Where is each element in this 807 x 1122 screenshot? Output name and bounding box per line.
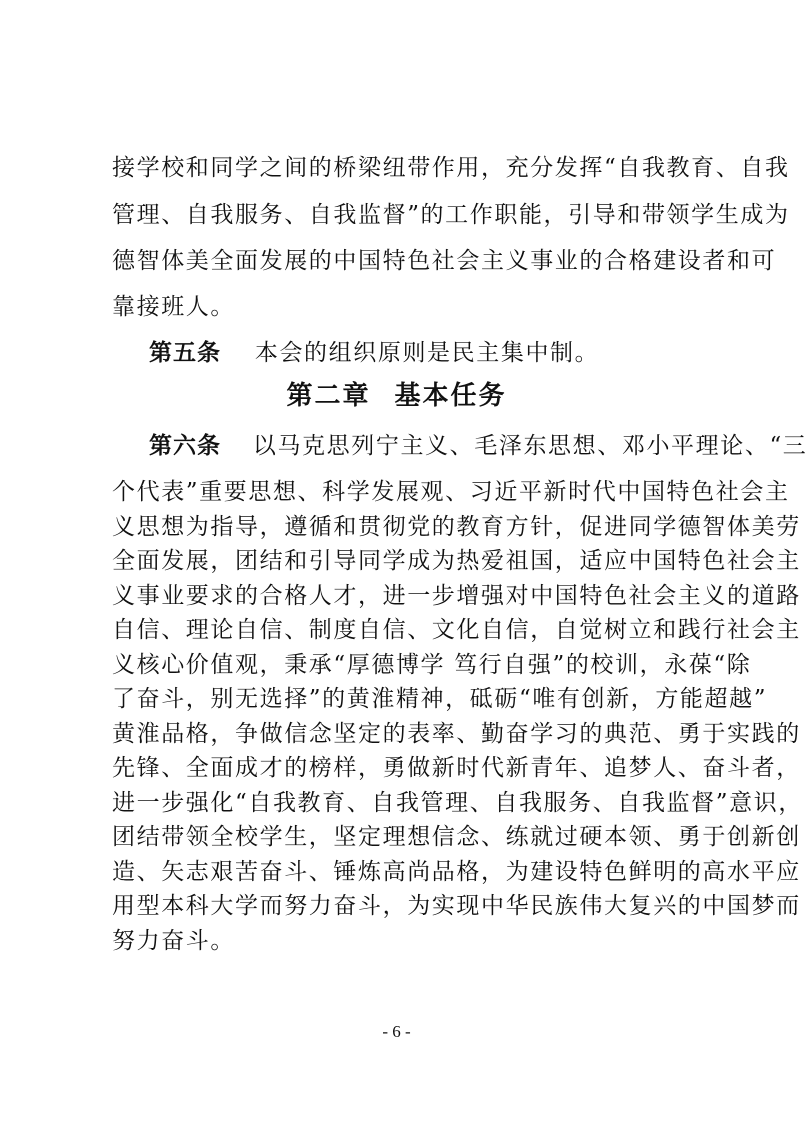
body-text-line: 团结带领全校学生，坚定理想信念、练就过硬本领、勇于创新创	[112, 824, 801, 850]
page-number: - 6 -	[382, 1022, 411, 1041]
chapter-heading	[0, 378, 793, 414]
body-text-line: 全面发展，团结和引导同学成为热爱祖国，适应中国特色社会主	[112, 548, 801, 574]
body-text-line: 接学校和同学之间的桥梁纽带作用，充分发挥“自我教育、自我	[112, 155, 790, 181]
body-text-line: 义思想为指导，遵循和贯彻党的教育方针，促进同学德智体美劳	[112, 513, 801, 540]
article-6-first-line	[149, 430, 807, 462]
body-text-line: 义事业要求的合格人才，进一步增强对中国特色社会主义的道路	[112, 582, 801, 609]
body-text-line: 先锋、全面成才的榜样，勇做新时代新青年、追梦人、奋斗者，	[112, 755, 801, 781]
body-text-line: 管理、自我服务、自我监督”的工作职能，引导和带领学生成为	[112, 202, 790, 228]
chapter-title: 基本任务	[394, 381, 507, 411]
chapter-number: 第二章	[286, 381, 371, 411]
article-5-text: 本会的组织原则是民主集中制。	[254, 340, 600, 366]
article-5-label: 第五条	[149, 340, 221, 366]
body-text-line: 黄淮品格，争做信念坚定的表率、勤奋学习的典范、勇于实践的	[112, 720, 801, 747]
body-text-line: 靠接班人。	[112, 294, 235, 320]
body-text-line: 德智体美全面发展的中国特色社会主义事业的合格建设者和可	[112, 248, 777, 274]
article-6-label: 第六条	[149, 433, 221, 459]
body-text-line: 义核心价值观，秉承“厚德博学 笃行自强”的校训，永葆“除	[112, 651, 752, 678]
body-text-line: 自信、理论自信、制度自信、文化自信，自觉树立和践行社会主	[112, 617, 801, 643]
article-6-text: 以马克思列宁主义、毛泽东思想、邓小平理论、“三	[252, 433, 807, 459]
body-text-line: 进一步强化“自我教育、自我管理、自我服务、自我监督”意识，	[112, 789, 803, 816]
article-5	[149, 337, 714, 369]
body-text-line: 用型本科大学而努力奋斗，为实现中华民族伟大复兴的中国梦而	[112, 893, 801, 919]
body-text-line: 个代表”重要思想、科学发展观、习近平新时代中国特色社会主	[112, 479, 790, 505]
body-text-line: 了奋斗，别无选择”的黄淮精神，砥砺“唯有创新，方能超越”	[112, 686, 768, 712]
body-text-line: 造、矢志艰苦奋斗、锤炼高尚品格，为建设特色鲜明的高水平应	[112, 858, 801, 885]
body-text-line: 努力奋斗。	[112, 927, 235, 954]
